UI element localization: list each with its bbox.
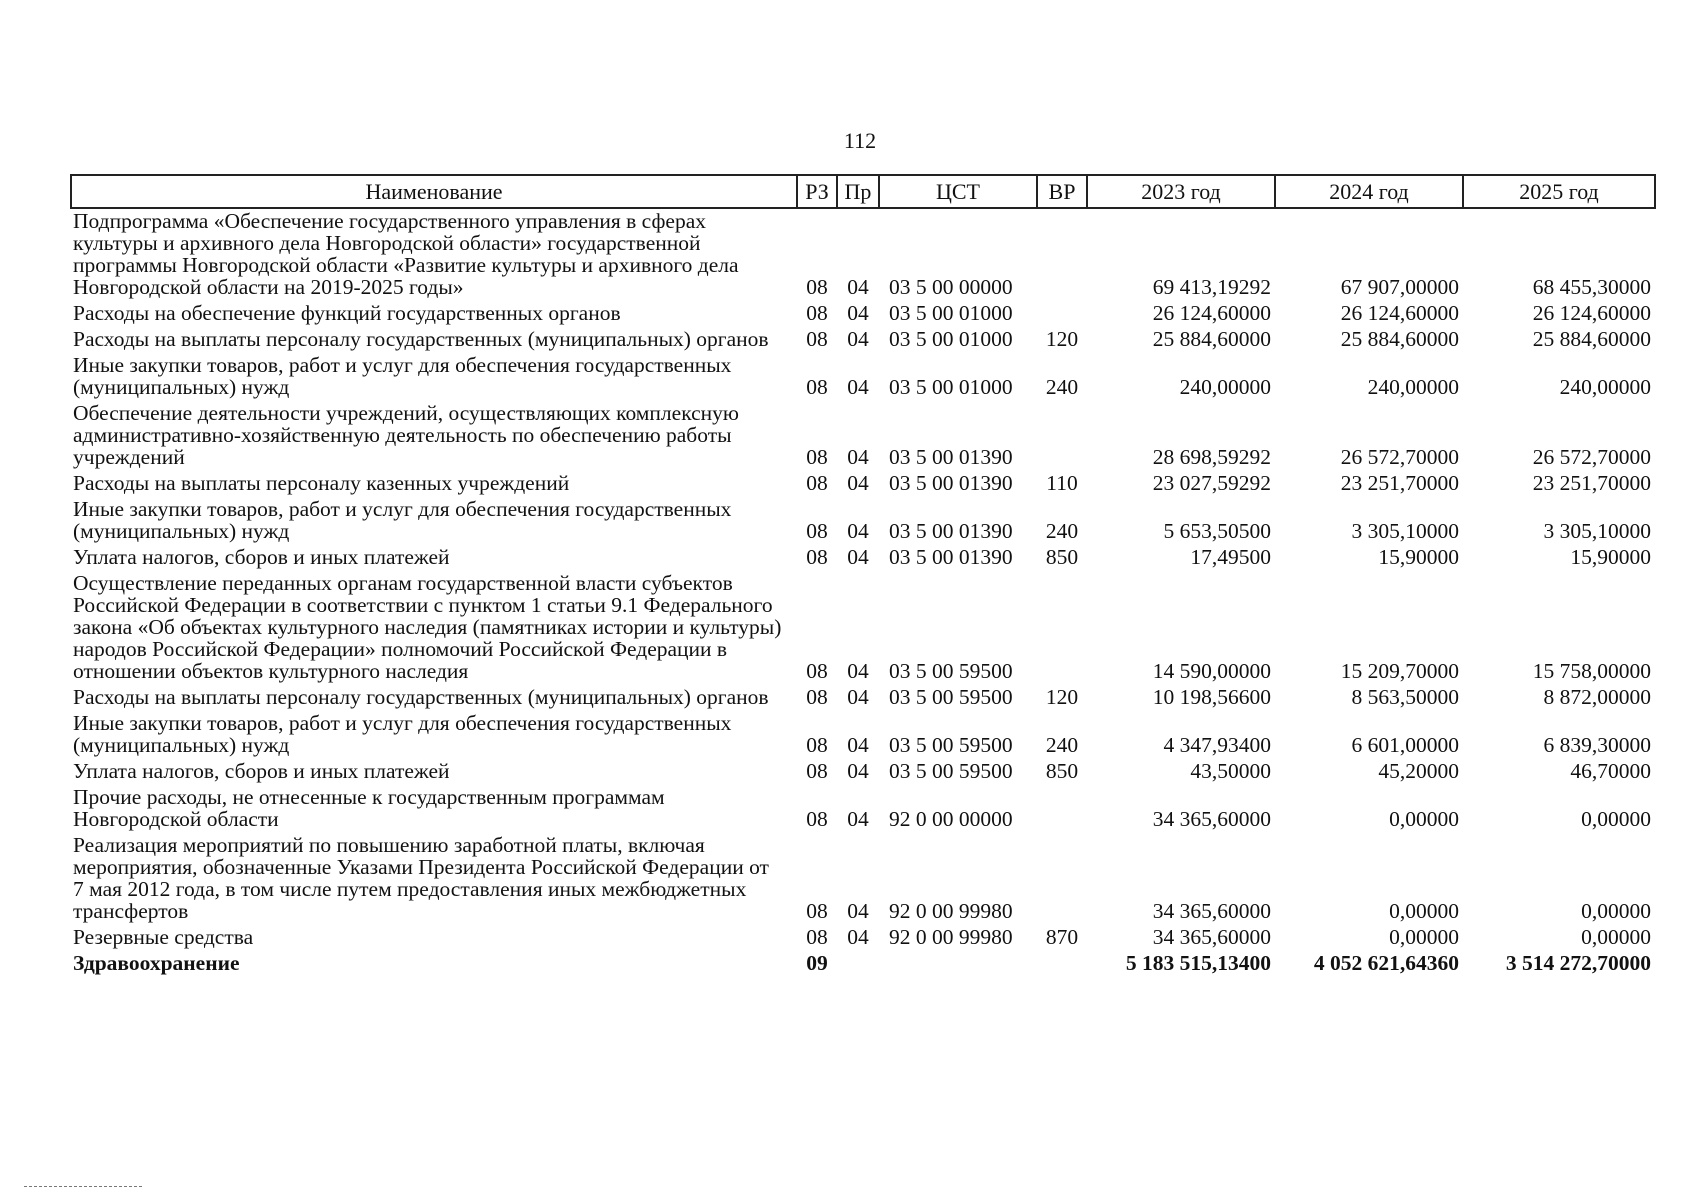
row-amount-2024: 0,00000 <box>1389 807 1459 831</box>
row-cst: 03 5 00 01000 <box>889 327 1013 351</box>
row-amount-2025: 26 124,60000 <box>1532 301 1651 325</box>
row-amount-2024: 26 572,70000 <box>1340 445 1459 469</box>
row-rz: 08 <box>806 375 828 399</box>
table-row <box>71 208 1655 301</box>
row-pr <box>837 951 879 977</box>
row-vr <box>1037 571 1087 685</box>
table-row <box>71 545 1655 571</box>
row-vr <box>1037 301 1087 327</box>
row-amount-2024: 15 209,70000 <box>1340 659 1459 683</box>
table-row <box>71 401 1655 471</box>
row-amount-2023: 10 198,56600 <box>1152 685 1271 709</box>
row-name: Иные закупки товаров, работ и услуг для обеспечения государственных (муниципальных) нужд <box>73 497 732 543</box>
row-cst: 03 5 00 59500 <box>889 659 1013 683</box>
table-row <box>71 471 1655 497</box>
row-amount-2024: 0,00000 <box>1389 899 1459 923</box>
row-pr: 04 <box>847 733 869 757</box>
row-rz: 09 <box>806 951 828 975</box>
header-2023: 2023 год <box>1087 175 1275 208</box>
row-name: Расходы на выплаты персоналу государственных (муниципальных) органов <box>73 685 769 709</box>
page-number: 112 <box>843 128 877 153</box>
row-amount-2023: 28 698,59292 <box>1152 445 1271 469</box>
row-amount-2023: 14 590,00000 <box>1152 659 1271 683</box>
row-name: Обеспечение деятельности учреждений, осуществляющих комплексную административно-хозяйственную деятельность по обеспечению работы учреждений <box>73 401 739 469</box>
table-row <box>71 571 1655 685</box>
row-amount-2025: 3 514 272,70000 <box>1505 951 1651 975</box>
row-amount-2023: 34 365,60000 <box>1152 925 1271 949</box>
row-vr: 120 <box>1045 327 1079 351</box>
row-rz: 08 <box>806 301 828 325</box>
row-amount-2024: 15,90000 <box>1378 545 1459 569</box>
row-cst <box>879 951 1037 977</box>
row-name: Подпрограмма «Обеспечение государственного управления в сферах культуры и архивного дела Новгородской области» государственной программы Новгородской области «Развитие культуры и архивного дела Новгородской области на 2019-2025 годы» <box>73 209 739 299</box>
row-pr: 04 <box>847 301 869 325</box>
row-pr: 04 <box>847 899 869 923</box>
row-cst: 03 5 00 01390 <box>889 471 1013 495</box>
row-amount-2024: 67 907,00000 <box>1340 275 1459 299</box>
row-name: Иные закупки товаров, работ и услуг для обеспечения государственных (муниципальных) нужд <box>73 711 732 757</box>
row-vr: 240 <box>1045 519 1079 543</box>
row-cst: 03 5 00 59500 <box>889 759 1013 783</box>
row-amount-2024: 26 124,60000 <box>1340 301 1459 325</box>
table-row <box>71 759 1655 785</box>
row-amount-2025: 0,00000 <box>1581 899 1651 923</box>
row-cst: 92 0 00 99980 <box>889 899 1013 923</box>
row-amount-2025: 0,00000 <box>1581 925 1651 949</box>
row-pr: 04 <box>847 545 869 569</box>
row-amount-2025: 240,00000 <box>1559 375 1651 399</box>
row-amount-2025: 6 839,30000 <box>1543 733 1651 757</box>
row-amount-2025: 23 251,70000 <box>1532 471 1651 495</box>
row-name: Резервные средства <box>73 925 254 949</box>
row-pr: 04 <box>847 275 869 299</box>
header-name: Наименование <box>71 175 797 208</box>
row-amount-2023: 69 413,19292 <box>1152 275 1271 299</box>
row-amount-2024: 4 052 621,64360 <box>1313 951 1459 975</box>
table-row <box>71 497 1655 545</box>
row-amount-2023: 5 183 515,13400 <box>1125 951 1271 975</box>
row-rz: 08 <box>806 733 828 757</box>
header-cst: ЦСТ <box>879 175 1037 208</box>
row-rz: 08 <box>806 519 828 543</box>
header-rz: РЗ <box>797 175 837 208</box>
row-name: Иные закупки товаров, работ и услуг для обеспечения государственных (муниципальных) нужд <box>73 353 732 399</box>
row-cst: 03 5 00 01390 <box>889 519 1013 543</box>
table-body <box>71 208 1655 977</box>
table-header <box>71 175 1655 208</box>
header-2025: 2025 год <box>1463 175 1655 208</box>
row-cst: 03 5 00 01000 <box>889 375 1013 399</box>
row-name: Осуществление переданных органам государственной власти субъектов Российской Федерации в соответствии с пунктом 1 статьи 9.1 Федерального закона «Об объектах культурного наследия (памятниках истории и культуры) народов Российской Федерации» полномочий Российской Федерации в отношении объектов культурного наследия <box>73 571 782 683</box>
row-rz: 08 <box>806 807 828 831</box>
row-amount-2024: 45,20000 <box>1378 759 1459 783</box>
row-amount-2025: 8 872,00000 <box>1543 685 1651 709</box>
row-pr: 04 <box>847 445 869 469</box>
header-pr: Пр <box>837 175 879 208</box>
row-cst: 03 5 00 01000 <box>889 301 1013 325</box>
row-amount-2025: 3 305,10000 <box>1543 519 1651 543</box>
row-rz: 08 <box>806 659 828 683</box>
row-vr: 120 <box>1045 685 1079 709</box>
row-amount-2023: 240,00000 <box>1179 375 1271 399</box>
row-pr: 04 <box>847 685 869 709</box>
row-rz: 08 <box>806 685 828 709</box>
row-amount-2024: 3 305,10000 <box>1351 519 1459 543</box>
table-row <box>71 925 1655 951</box>
row-rz: 08 <box>806 545 828 569</box>
row-amount-2024: 0,00000 <box>1389 925 1459 949</box>
row-vr: 850 <box>1045 759 1079 783</box>
row-vr <box>1037 208 1087 301</box>
table-row <box>71 685 1655 711</box>
row-name: Здравоохранение <box>73 951 240 975</box>
row-pr: 04 <box>847 759 869 783</box>
row-name: Прочие расходы, не отнесенные к государственным программам Новгородской области <box>73 785 665 831</box>
row-vr <box>1037 785 1087 833</box>
row-amount-2024: 23 251,70000 <box>1340 471 1459 495</box>
row-amount-2025: 0,00000 <box>1581 807 1651 831</box>
row-amount-2023: 17,49500 <box>1190 545 1271 569</box>
row-rz: 08 <box>806 471 828 495</box>
row-amount-2023: 4 347,93400 <box>1163 733 1271 757</box>
header-row <box>71 175 1655 208</box>
row-cst: 03 5 00 00000 <box>889 275 1013 299</box>
row-cst: 92 0 00 99980 <box>889 925 1013 949</box>
row-amount-2025: 68 455,30000 <box>1532 275 1651 299</box>
row-amount-2025: 26 572,70000 <box>1532 445 1651 469</box>
row-name: Расходы на выплаты персоналу государственных (муниципальных) органов <box>73 327 769 351</box>
row-amount-2023: 43,50000 <box>1190 759 1271 783</box>
row-name: Уплата налогов, сборов и иных платежей <box>73 545 450 569</box>
row-amount-2025: 15 758,00000 <box>1532 659 1651 683</box>
row-amount-2024: 25 884,60000 <box>1340 327 1459 351</box>
row-amount-2023: 34 365,60000 <box>1152 899 1271 923</box>
row-rz: 08 <box>806 327 828 351</box>
header-2024: 2024 год <box>1275 175 1463 208</box>
row-cst: 03 5 00 59500 <box>889 733 1013 757</box>
table-row <box>71 951 1655 977</box>
row-amount-2025: 15,90000 <box>1570 545 1651 569</box>
row-vr: 240 <box>1045 733 1079 757</box>
row-amount-2025: 25 884,60000 <box>1532 327 1651 351</box>
table-row <box>71 301 1655 327</box>
row-pr: 04 <box>847 375 869 399</box>
row-rz: 08 <box>806 899 828 923</box>
row-rz: 08 <box>806 759 828 783</box>
table-row <box>71 711 1655 759</box>
row-pr: 04 <box>847 519 869 543</box>
row-vr: 870 <box>1045 925 1079 949</box>
row-vr: 850 <box>1045 545 1079 569</box>
row-amount-2024: 240,00000 <box>1367 375 1459 399</box>
header-vr: ВР <box>1037 175 1087 208</box>
row-cst: 03 5 00 01390 <box>889 545 1013 569</box>
row-amount-2024: 6 601,00000 <box>1351 733 1459 757</box>
row-rz: 08 <box>806 275 828 299</box>
table-row <box>71 327 1655 353</box>
row-name: Реализация мероприятий по повышению заработной платы, включая мероприятия, обозначенные Указами Президента Российской Федерации от 7 мая 2012 года, в том числе путем предоставления иных межбюджетных трансфертов <box>73 833 769 923</box>
table-row <box>71 785 1655 833</box>
row-cst: 92 0 00 00000 <box>889 807 1013 831</box>
row-name: Расходы на выплаты персоналу казенных учреждений <box>73 471 570 495</box>
table-row <box>71 353 1655 401</box>
row-amount-2023: 26 124,60000 <box>1152 301 1271 325</box>
row-amount-2023: 25 884,60000 <box>1152 327 1271 351</box>
row-amount-2023: 5 653,50500 <box>1163 519 1271 543</box>
row-name: Расходы на обеспечение функций государственных органов <box>73 301 621 325</box>
row-cst: 03 5 00 59500 <box>889 685 1013 709</box>
row-amount-2024: 8 563,50000 <box>1351 685 1459 709</box>
row-pr: 04 <box>847 327 869 351</box>
row-vr <box>1037 401 1087 471</box>
row-amount-2023: 23 027,59292 <box>1152 471 1271 495</box>
row-cst: 03 5 00 01390 <box>889 445 1013 469</box>
row-pr: 04 <box>847 925 869 949</box>
row-amount-2023: 34 365,60000 <box>1152 807 1271 831</box>
budget-table <box>70 174 1656 977</box>
row-pr: 04 <box>847 807 869 831</box>
row-pr: 04 <box>847 659 869 683</box>
row-vr <box>1037 951 1087 977</box>
row-vr <box>1037 833 1087 925</box>
footer-rule <box>24 1186 142 1187</box>
row-name: Уплата налогов, сборов и иных платежей <box>73 759 450 783</box>
row-vr: 240 <box>1045 375 1079 399</box>
row-rz: 08 <box>806 445 828 469</box>
row-vr: 110 <box>1046 471 1078 495</box>
table-row <box>71 833 1655 925</box>
row-amount-2025: 46,70000 <box>1570 759 1651 783</box>
row-pr: 04 <box>847 471 869 495</box>
row-rz: 08 <box>806 925 828 949</box>
